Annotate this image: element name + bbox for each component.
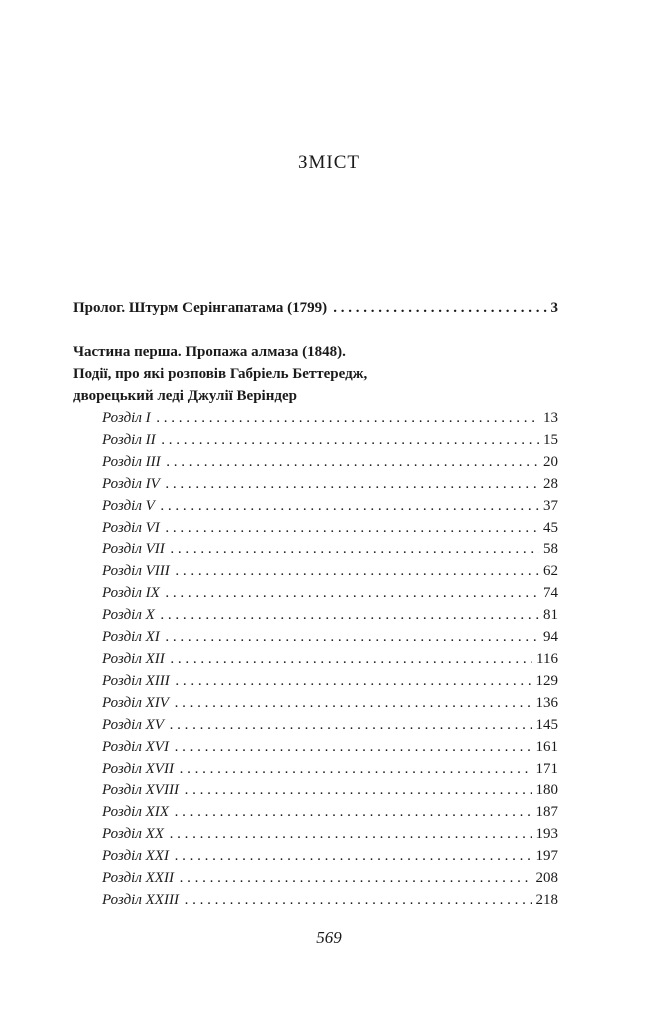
toc-entry-page: 116 [536,650,558,667]
toc-entry-page: 20 [543,453,558,470]
toc-entry-page: 197 [535,848,558,865]
dot-leader [185,890,532,912]
toc-entry-label: Розділ I [102,410,151,426]
toc-entry-chapter [102,759,558,781]
dot-leader [166,518,539,540]
toc-entry-label: Розділ XVII [102,760,174,777]
toc-entry-chapter [102,737,558,759]
toc-entry-chapter [102,846,558,868]
toc-entry-page: 15 [543,431,558,448]
dot-leader [161,496,539,518]
toc-entry-page: 218 [535,891,558,908]
toc-entry-label: Розділ XIV [102,694,169,711]
toc-entry-page: 145 [535,716,558,733]
toc-entry-label: Розділ VIII [102,563,170,580]
toc-entry-page: 136 [535,694,558,711]
toc-entry-label: Розділ XX [102,826,164,843]
toc-entry-chapter [102,671,558,693]
toc-entry-page: 187 [535,804,558,821]
dot-leader [167,452,539,474]
dot-leader [157,408,539,430]
toc-entry-label: Розділ XXI [102,848,169,865]
toc-entry-page: 171 [535,760,558,777]
toc-entry-page: 28 [543,475,558,492]
toc-entry-page: 180 [535,782,558,799]
toc-entry-chapter [102,802,558,824]
toc-entry-label: Розділ II [102,431,156,448]
part-heading-line: Події, про які розповів Габріель Беттередж, [73,366,368,382]
chapter-list [73,408,558,912]
toc-entry-label: Розділ XIII [102,672,170,689]
toc-entry-chapter [102,583,558,605]
toc-entry-label: Розділ XXII [102,870,174,887]
page-number: 569 [316,928,342,947]
dot-leader [176,561,539,583]
part-heading-line: дворецький леді Джулії Веріндер [73,388,297,404]
dot-leader [162,430,539,452]
dot-leader [161,605,539,627]
dot-leader [175,802,532,824]
part-heading [73,341,558,407]
toc-entry-label: Розділ IV [102,475,160,492]
toc-entry-chapter [102,627,558,649]
dot-leader [171,649,532,671]
toc-entry-chapter [102,408,558,430]
part-heading-line: Частина перша. Пропажа алмаза (1848). [73,344,346,360]
toc-entry-label: Розділ VI [102,519,160,536]
toc-entry-page: 58 [543,541,558,558]
toc-entry-page: 161 [535,738,558,755]
toc-entry-page: 37 [543,497,558,514]
toc-entry-chapter [102,649,558,671]
toc-entry-page: 3 [550,300,558,316]
dot-leader [180,868,532,890]
toc-entry-chapter [102,474,558,496]
toc-entry-chapter [102,715,558,737]
toc-entry-label: Розділ XXIII [102,891,179,908]
toc-entry-chapter [102,496,558,518]
page-title: ЗМІСТ [297,152,361,173]
toc-entry-label: Розділ XVI [102,738,169,755]
toc-entry-chapter [102,824,558,846]
dot-leader [180,759,532,781]
toc-entry-page: 45 [543,519,558,536]
toc-entry-label: Розділ XI [102,629,160,646]
toc-entry-chapter [102,561,558,583]
toc-entry-label: Розділ V [102,497,155,514]
dot-leader [175,693,532,715]
toc-entry-page: 208 [535,870,558,887]
toc-entry-label: Розділ XV [102,716,164,733]
dot-leader [166,583,539,605]
toc-entry-label: Розділ IX [102,585,160,602]
toc-entry-chapter [102,868,558,890]
dot-leader [176,671,532,693]
dot-leader [170,824,532,846]
dot-leader [170,715,532,737]
toc-entry-label: Розділ XVIII [102,782,179,799]
dot-leader [166,627,539,649]
table-of-contents [73,296,558,912]
toc-entry-label: Розділ X [102,607,155,624]
toc-entry-chapter [102,452,558,474]
dot-leader [166,474,539,496]
toc-entry-chapter [102,890,558,912]
toc-entry-prologue [73,296,558,321]
toc-entry-label: Розділ XIX [102,804,169,821]
dot-leader [333,296,546,321]
toc-entry-label: Розділ VII [102,541,165,558]
dot-leader [185,780,532,802]
toc-entry-chapter [102,430,558,452]
toc-entry-chapter [102,518,558,540]
dot-leader [175,737,532,759]
toc-entry-page: 129 [535,672,558,689]
toc-entry-chapter [102,693,558,715]
toc-entry-chapter [102,605,558,627]
toc-entry-chapter [102,539,558,561]
toc-entry-label: Пролог. Штурм Серінгапатама (1799) [73,300,328,316]
toc-entry-page: 94 [543,629,558,646]
toc-entry-page: 13 [543,410,558,426]
dot-leader [171,539,539,561]
toc-entry-page: 193 [535,826,558,843]
toc-entry-label: Розділ XII [102,650,165,667]
toc-entry-page: 74 [543,585,558,602]
toc-entry-page: 81 [543,607,558,624]
toc-entry-chapter [102,780,558,802]
toc-entry-label: Розділ III [102,453,161,470]
toc-entry-page: 62 [543,563,558,580]
dot-leader [175,846,532,868]
